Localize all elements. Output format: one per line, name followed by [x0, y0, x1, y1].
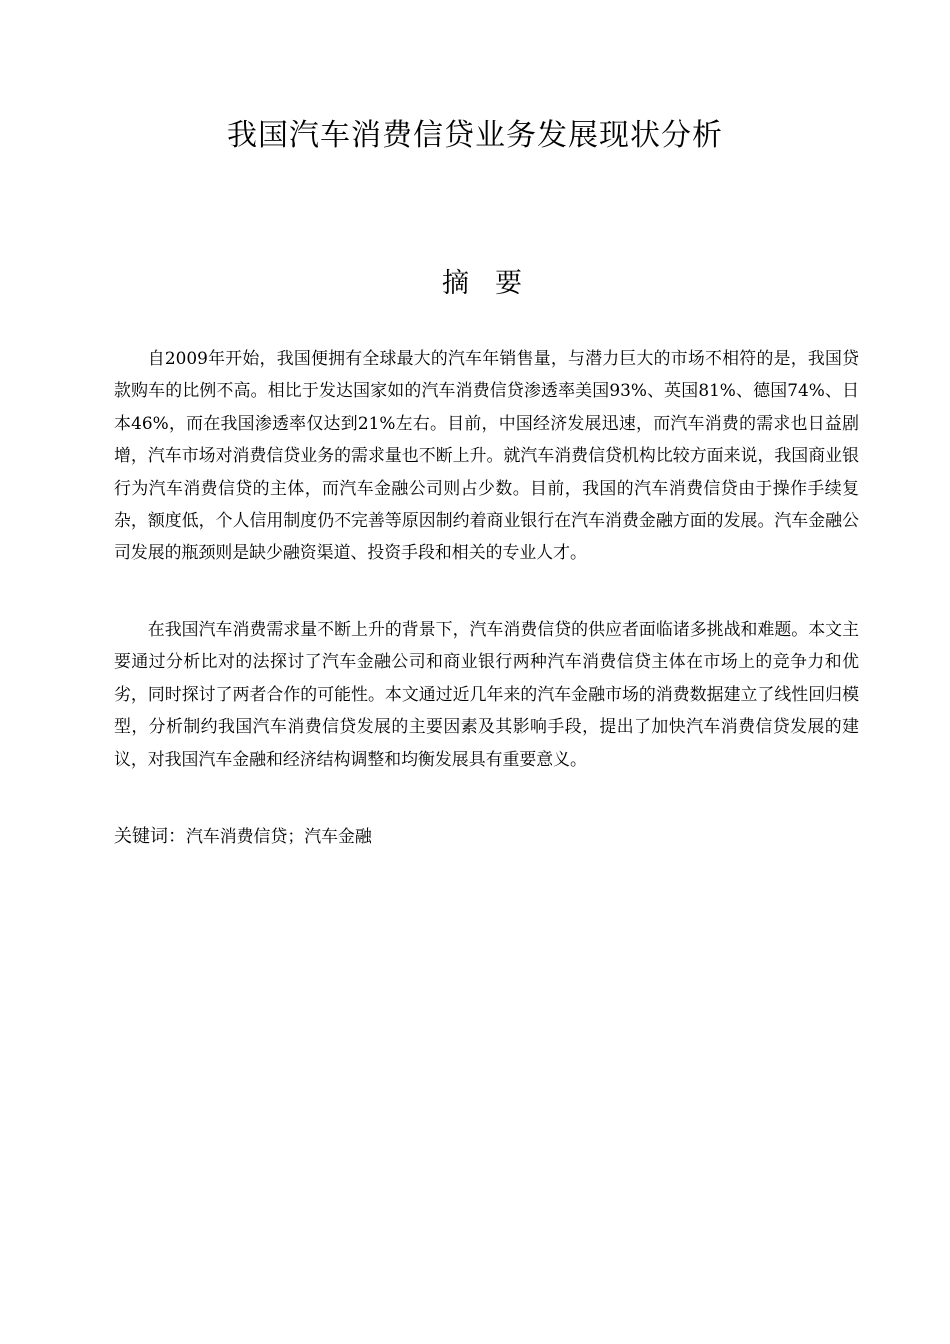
keywords-line — [114, 820, 859, 853]
document-title: 我国汽车消费信贷业务发展现状分析 — [227, 118, 723, 153]
keywords-label: 关键词： — [114, 826, 186, 847]
abstract-paragraph-2: 在我国汽车消费需求量不断上升的背景下，汽车消费信贷的供应者面临诸多挑战和难题。本文主要通过分析比对的法探讨了汽车金融公司和商业银行两种汽车消费信贷主体在市场上的竞争力和优劣，同时探讨了两者合作的可能性。本文通过近几年来的汽车金融市场的消费数据建立了线性回归模型，分析制约我国汽车消费信贷发展的主要因素及其影响手段，提出了加快汽车消费信贷发展的建议，对我国汽车金融和经济结构调整和均衡发展具有重要意义。 — [114, 619, 859, 769]
abstract-heading: 摘要 — [442, 268, 548, 299]
abstract-paragraph-1: 自2009年开始，我国便拥有全球最大的汽车年销售量，与潜力巨大的市场不相符的是，我国贷款购车的比例不高。相比于发达国家如的汽车消费信贷渗透率美国93%、英国81%、德国74%、日本46%，而在我国渗透率仅达到21%左右。目前，中国经济发展迅速，而汽车消费的需求也日益剧增，汽车市场对消费信贷业务的需求量也不断上升。就汽车消费信贷机构比较方面来说，我国商业银行为汽车消费信贷的主体，而汽车金融公司则占少数。目前，我国的汽车消费信贷由于操作手续复杂，额度低，个人信用制度仍不完善等原因制约着商业银行在汽车消费金融方面的发展。汽车金融公司发展的瓶颈则是缺少融资渠道、投资手段和相关的专业人才。 — [114, 348, 859, 563]
keywords-value: 汽车消费信贷；汽车金融 — [186, 826, 372, 846]
